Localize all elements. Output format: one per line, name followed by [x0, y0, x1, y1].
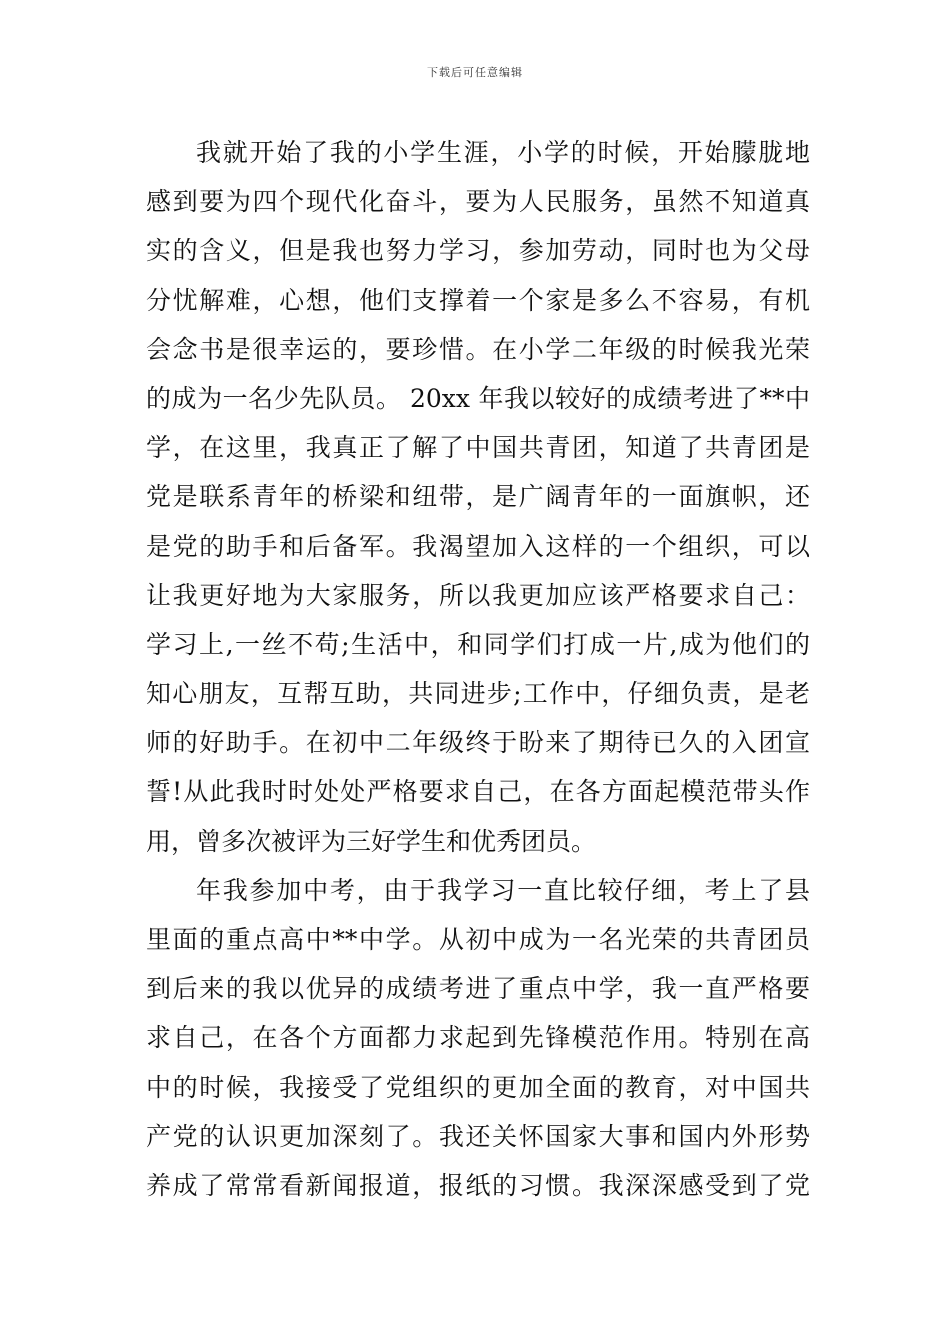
paragraph-2-line: 养成了常常看新闻报道，报纸的习惯。我深深感受到了党	[146, 1170, 810, 1200]
header-note: 下载后可任意编辑	[427, 66, 523, 79]
paragraph-2-line: 产党的认识更加深刻了。我还关怀国家大事和国内外形势	[146, 1121, 810, 1151]
paragraph-1-line: 知心朋友，互帮互助，共同进步;工作中，仔细负责，是老	[146, 679, 810, 709]
paragraph-1-line: 让我更好地为大家服务，所以我更加应该严格要求自己：	[146, 580, 810, 610]
paragraph-2-line: 里面的重点高中**中学。从初中成为一名光荣的共青团员	[146, 925, 810, 954]
paragraph-1-line: 用，曾多次被评为三好学生和优秀团员。	[146, 826, 597, 856]
paragraph-1-line: 感到要为四个现代化奋斗，要为人民服务，虽然不知道真	[146, 187, 810, 217]
paragraph-1-line: 誓!从此我时时处处严格要求自己，在各方面起模范带头作	[146, 777, 810, 807]
paragraph-2-line: 年我参加中考，由于我学习一直比较仔细，考上了县	[196, 875, 810, 905]
paragraph-1-line: 党是联系青年的桥梁和纽带，是广阔青年的一面旗帜，还	[146, 482, 810, 512]
paragraph-2-line: 中的时候，我接受了党组织的更加全面的教育，对中国共	[146, 1072, 810, 1102]
body-text	[146, 128, 810, 1210]
paragraph-1-line: 学，在这里，我真正了解了中国共青团，知道了共青团是	[146, 433, 810, 463]
paragraph-2-line: 求自己，在各个方面都力求起到先锋模范作用。特别在高	[146, 1023, 810, 1053]
paragraph-1-line: 师的好助手。在初中二年级终于盼来了期待已久的入团宣	[146, 728, 810, 758]
paragraph-1-line: 是党的助手和后备军。我渴望加入这样的一个组织，可以	[146, 531, 810, 561]
paragraph-1-line: 学习上,一丝不苟;生活中，和同学们打成一片,成为他们的	[146, 629, 810, 659]
paragraph-1-line: 会念书是很幸运的，要珍惜。在小学二年级的时候我光荣	[146, 334, 810, 364]
paragraph-1-line: 我就开始了我的小学生涯，小学的时候，开始朦胧地	[196, 138, 810, 167]
paragraph-2-line: 到后来的我以优异的成绩考进了重点中学，我一直严格要	[146, 974, 810, 1004]
paragraph-1-line: 的成为一名少先队员。 20xx 年我以较好的成绩考进了**中	[146, 383, 810, 413]
paragraph-1-line: 实的含义，但是我也努力学习，参加劳动，同时也为父母	[146, 236, 810, 266]
paragraph-1-line: 分忧解难，心想，他们支撑着一个家是多么不容易，有机	[146, 285, 810, 315]
